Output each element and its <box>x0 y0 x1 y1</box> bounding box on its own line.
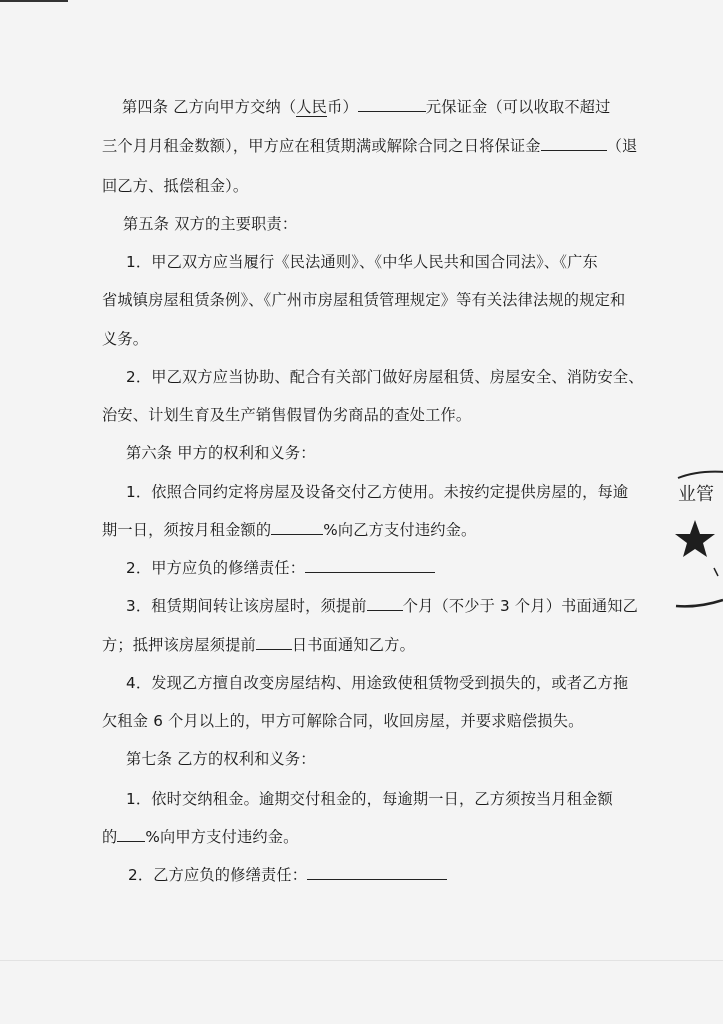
art5-p1-line1: 1．甲乙双方应当履行《民法通则》、《中华人民共和国合同法》、《广东 <box>126 253 598 271</box>
art4-line2 <box>102 136 637 156</box>
art5-p1-line2: 省城镇房屋租赁条例》、《广州市房屋租赁管理规定》等有关法律法规的规定和 <box>102 291 626 309</box>
art7-p1-line2 <box>102 827 299 847</box>
art6-p3-line1 <box>126 596 638 616</box>
art6-text: 2．甲方应负的修缮责任： <box>126 559 306 577</box>
art5-p2-line2: 治安、计划生育及生产销售假冒伪劣商品的查处工作。 <box>102 406 472 424</box>
deposit-blank <box>358 97 426 112</box>
art6-text: 期一日，须按月租金额的 <box>102 521 272 539</box>
art4-text: 元保证金（可以收取不超过 <box>425 98 611 116</box>
art6-p2 <box>126 558 435 578</box>
scan-edge-mark <box>0 0 68 2</box>
art6-p3-line2 <box>102 635 415 655</box>
art6-p1-line2 <box>102 520 476 540</box>
deposit-return-blank <box>541 136 607 151</box>
art6-text: 3．租赁期间转让该房屋时，须提前 <box>126 597 367 615</box>
art6-p4-line1: 4．发现乙方擅自改变房屋结构、用途致使租赁物受到损失的，或者乙方拖 <box>126 674 629 692</box>
art4-text: 三个月月租金数额），甲方应在租赁期满或解除合同之日将保证金 <box>102 137 541 155</box>
art6-text: 个月（不少于 3 个月）书面通知乙 <box>402 597 639 615</box>
art4-line3: 回乙方、抵偿租金）。 <box>102 177 249 195</box>
transfer-notice-blank <box>367 596 403 611</box>
page-footer-line <box>0 960 723 961</box>
partial-seal-stamp <box>668 468 723 618</box>
mortgage-notice-blank <box>256 635 292 650</box>
art7-text: %向甲方支付违约金。 <box>145 828 299 846</box>
art7-title: 第七条 乙方的权利和义务： <box>126 750 316 768</box>
star-icon <box>675 520 715 557</box>
art5-title: 第五条 双方的主要职责： <box>123 215 298 233</box>
art6-text: 日书面通知乙方。 <box>291 636 415 654</box>
art6-text: 方；抵押该房屋须提前 <box>102 636 256 654</box>
art6-p4-line2: 欠租金 6 个月以上的，甲方可解除合同，收回房屋，并要求赔偿损失。 <box>102 712 584 730</box>
art6-title: 第六条 甲方的权利和义务： <box>126 444 316 462</box>
art7-text: 2．乙方应负的修缮责任： <box>128 866 308 884</box>
art4-text: （退 <box>606 137 638 155</box>
art5-p1-line3: 义务。 <box>102 330 149 348</box>
seal-text: 业管 <box>678 484 714 505</box>
art7-text: 的 <box>102 828 118 846</box>
repair-duty-blank <box>305 558 435 573</box>
art6-text: %向乙方支付违约金。 <box>323 521 477 539</box>
art4-text: 币） <box>327 98 358 116</box>
art4-text: 第四条 乙方向甲方交纳（ <box>122 98 297 116</box>
penalty-percent-blank <box>271 520 323 535</box>
art6-p1-line1: 1．依照合同约定将房屋及设备交付乙方使用。未按约定提供房屋的，每逾 <box>126 483 629 501</box>
art4-line1 <box>122 97 611 117</box>
tenant-repair-blank <box>307 865 447 880</box>
art5-p2-line1: 2．甲乙双方应当协助、配合有关部门做好房屋租赁、房屋安全、消防安全、 <box>126 368 644 386</box>
art7-p1-line1: 1．依时交纳租金。逾期交付租金的，每逾期一日，乙方须按当月租金额 <box>126 790 613 808</box>
late-rent-percent-blank <box>117 827 145 842</box>
art7-p2 <box>128 865 447 885</box>
currency-value: 人民 <box>296 98 328 116</box>
